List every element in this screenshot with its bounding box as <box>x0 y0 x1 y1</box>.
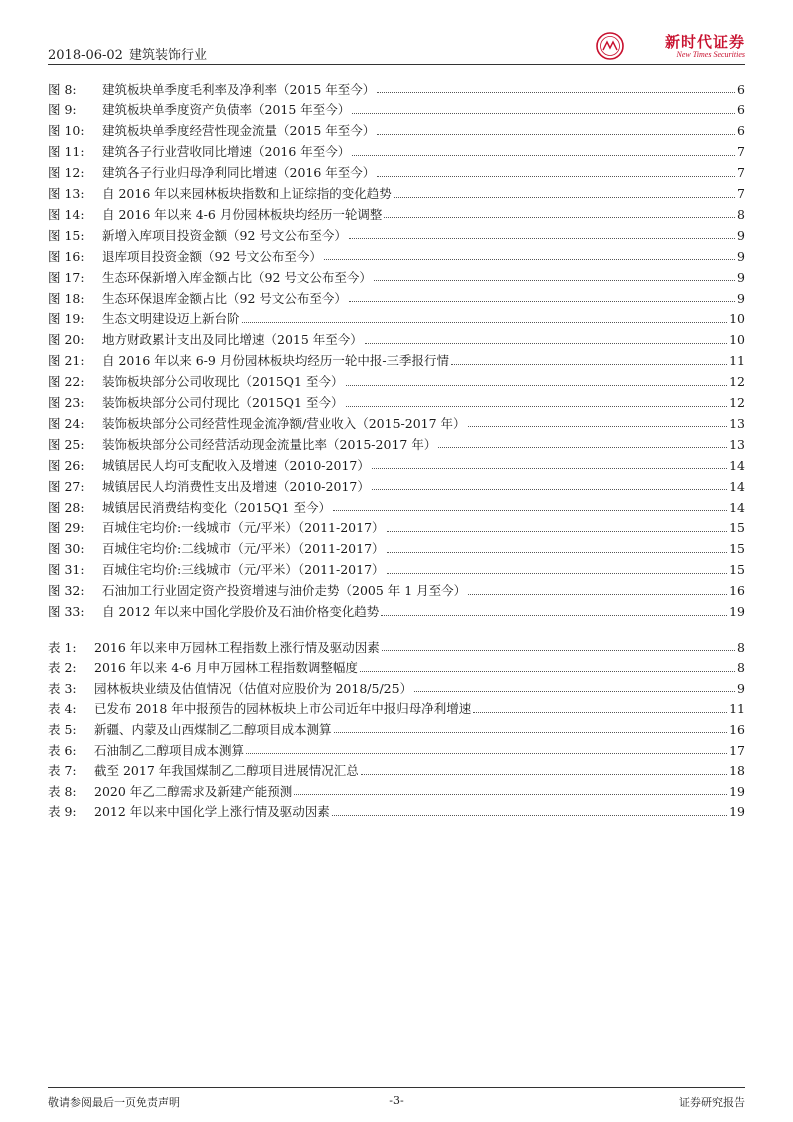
dot-leader <box>468 594 727 595</box>
entry-page-number: 10 <box>729 332 745 348</box>
entry-label: 图 9: <box>48 102 77 118</box>
entry-label: 图 10: <box>48 123 85 139</box>
figure-entry[interactable] <box>48 243 745 263</box>
entry-label: 图 23: <box>48 395 85 410</box>
entry-page-number: 19 <box>729 804 745 820</box>
figure-entry[interactable] <box>48 181 745 201</box>
dot-leader <box>346 385 728 386</box>
entry-label: 图 31: <box>48 562 85 578</box>
entry-label: 图 20: <box>48 332 85 348</box>
figure-entry[interactable] <box>48 390 745 410</box>
entry-title: 装饰板块部分公司付现比（2015Q1 至今） <box>102 395 344 410</box>
entry-title: 新增入库项目投资金额（92 号文公布至今） <box>102 227 347 243</box>
entry-label: 表 6: <box>48 742 77 758</box>
table-entry[interactable] <box>48 696 745 716</box>
entry-label: 表 2: <box>48 660 77 676</box>
dot-leader <box>438 447 727 448</box>
entry-title: 装饰板块部分公司经营活动现金流量比率（2015-2017 年） <box>102 436 437 452</box>
dot-leader <box>334 732 728 733</box>
entry-page-number: 9 <box>737 680 745 696</box>
dot-leader <box>352 113 735 114</box>
figure-entry[interactable] <box>48 515 745 535</box>
table-entry[interactable] <box>48 778 745 798</box>
table-entry[interactable] <box>48 675 745 695</box>
figure-entry[interactable] <box>48 327 745 347</box>
dot-leader <box>387 531 728 532</box>
entry-label: 图 29: <box>48 520 85 536</box>
entry-title: 装饰板块部分公司经营性现金流净额/营业收入（2015-2017 年） <box>102 415 466 431</box>
entry-label: 图 11: <box>48 144 85 160</box>
entry-label: 图 18: <box>48 290 85 306</box>
dot-leader <box>349 301 735 302</box>
entry-page-number: 7 <box>737 165 745 181</box>
entry-label: 表 4: <box>48 701 77 717</box>
figure-entry[interactable] <box>48 201 745 221</box>
entry-page-number: 14 <box>729 457 745 473</box>
entry-label: 图 33: <box>48 604 85 619</box>
entry-title: 自 2016 年以来 6-9 月份园林板块均经历一轮中报-三季报行情 <box>102 353 450 369</box>
dot-leader <box>346 406 728 407</box>
dot-leader <box>473 712 727 713</box>
entry-title: 城镇居民人均消费性支出及增速（2010-2017） <box>102 478 370 494</box>
entry-page-number: 11 <box>729 353 745 369</box>
entry-title: 生态环保新增入库金额占比（92 号文公布至今） <box>102 269 372 285</box>
entry-label: 图 27: <box>48 478 85 494</box>
entry-page-number: 14 <box>729 499 745 515</box>
header-rule <box>48 64 745 65</box>
entry-title: 城镇居民人均可支配收入及增速（2010-2017） <box>102 457 370 473</box>
dot-leader <box>332 815 727 816</box>
entry-label: 表 1: <box>48 639 77 655</box>
entry-page-number: 16 <box>729 721 745 737</box>
table-entry[interactable] <box>48 634 745 654</box>
dot-leader <box>360 671 735 672</box>
entry-page-number: 9 <box>737 290 745 306</box>
dot-leader <box>361 774 727 775</box>
figure-entry[interactable] <box>48 264 745 284</box>
entry-title: 建筑板块单季度经营性现金流量（2015 年至今） <box>102 123 376 139</box>
entry-title: 建筑板块单季度资产负债率（2015 年至今） <box>102 102 351 118</box>
entry-page-number: 9 <box>737 248 745 264</box>
table-entry[interactable] <box>48 716 745 736</box>
figure-entry[interactable] <box>48 536 745 556</box>
figure-entry[interactable] <box>48 76 745 96</box>
figure-entry[interactable] <box>48 494 745 514</box>
dot-leader <box>294 794 727 795</box>
industry-name: 建筑装饰行业 <box>128 48 207 63</box>
dot-leader <box>414 691 735 692</box>
entry-title: 建筑板块单季度毛利率及净利率（2015 年至今） <box>102 81 376 97</box>
entry-page-number: 15 <box>729 520 745 536</box>
entry-label: 表 8: <box>48 783 77 799</box>
entry-title: 生态环保退库金额占比（92 号文公布至今） <box>102 290 347 306</box>
entry-title: 建筑各子行业营收同比增速（2016 年至今） <box>102 144 351 160</box>
entry-page-number: 7 <box>737 186 745 201</box>
entry-page-number: 7 <box>737 144 745 160</box>
dot-leader <box>349 238 735 239</box>
figure-entry[interactable] <box>48 160 745 180</box>
dot-leader <box>372 468 727 469</box>
entry-title: 生态文明建设迈上新台阶 <box>102 311 240 327</box>
entry-page-number: 12 <box>729 395 745 410</box>
entry-page-number: 6 <box>737 102 745 118</box>
entry-label: 图 25: <box>48 436 85 452</box>
entry-label: 图 28: <box>48 499 85 515</box>
entry-page-number: 9 <box>737 227 745 243</box>
entry-title: 2012 年以来中国化学上涨行情及驱动因素 <box>94 804 330 820</box>
figure-entry[interactable] <box>48 139 745 159</box>
entry-label: 图 19: <box>48 311 85 327</box>
figure-entry[interactable] <box>48 285 745 305</box>
entry-label: 图 17: <box>48 269 85 285</box>
entry-page-number: 6 <box>737 81 745 97</box>
report-date: 2018-06-02 <box>48 48 123 63</box>
entry-page-number: 8 <box>737 639 745 655</box>
entry-page-number: 8 <box>737 206 745 222</box>
entry-title: 建筑各子行业归母净利同比增速（2016 年至今） <box>102 165 376 181</box>
figure-entry[interactable] <box>48 578 745 598</box>
entry-title: 城镇居民消费结构变化（2015Q1 至今） <box>102 499 331 515</box>
logo-chinese-name: 新时代证券 <box>664 33 745 51</box>
figure-entry[interactable] <box>48 348 745 368</box>
entry-title: 自 2012 年以来中国化学股价及石油价格变化趋势 <box>102 604 380 619</box>
entry-title: 园林板块业绩及估值情况（估值对应股价为 2018/5/25） <box>94 680 413 696</box>
entry-label: 图 16: <box>48 248 85 264</box>
entry-page-number: 11 <box>729 701 745 717</box>
entry-label: 图 12: <box>48 165 85 181</box>
entry-label: 图 8: <box>48 81 77 97</box>
report-type: 证券研究报告 <box>679 1096 745 1109</box>
dot-leader <box>381 615 727 616</box>
figure-entry[interactable] <box>48 97 745 117</box>
table-entry[interactable] <box>48 799 745 819</box>
figure-entry[interactable] <box>48 557 745 577</box>
entry-page-number: 8 <box>737 660 745 676</box>
entry-label: 图 21: <box>48 353 85 369</box>
entry-title: 石油制乙二醇项目成本测算 <box>94 742 245 758</box>
entry-page-number: 15 <box>729 541 745 557</box>
entry-page-number: 12 <box>729 374 745 390</box>
dot-leader <box>387 552 728 553</box>
entry-label: 图 24: <box>48 415 85 431</box>
entry-title: 新疆、内蒙及山西煤制乙二醇项目成本测算 <box>94 721 332 737</box>
entry-label: 图 32: <box>48 583 85 599</box>
entry-title: 2020 年乙二醇需求及新建产能预测 <box>94 783 293 799</box>
entry-label: 表 3: <box>48 680 77 696</box>
entry-page-number: 14 <box>729 478 745 494</box>
entry-title: 已发布 2018 年中报预告的园林板块上市公司近年中报归母净利增速 <box>94 701 472 717</box>
entry-page-number: 13 <box>729 436 745 452</box>
dot-leader <box>333 510 727 511</box>
entry-label: 表 7: <box>48 763 77 779</box>
entry-label: 图 26: <box>48 457 85 473</box>
entry-title: 2016 年以来申万园林工程指数上涨行情及驱动因素 <box>94 639 380 655</box>
dot-leader <box>451 364 727 365</box>
entry-page-number: 17 <box>729 742 745 758</box>
dot-leader <box>365 343 727 344</box>
entry-title: 百城住宅均价:三线城市（元/平米）（2011-2017） <box>102 562 385 578</box>
page-footer <box>48 1094 745 1110</box>
entry-title: 自 2016 年以来 4-6 月份园林板块均经历一轮调整 <box>102 206 383 222</box>
dot-leader <box>352 155 735 156</box>
entry-title: 百城住宅均价:一线城市（元/平米）（2011-2017） <box>102 520 385 536</box>
table-entry[interactable] <box>48 737 745 757</box>
entry-label: 图 14: <box>48 206 85 222</box>
entry-page-number: 6 <box>737 123 745 139</box>
figure-entry[interactable] <box>48 599 745 619</box>
entry-label: 图 15: <box>48 227 85 243</box>
entry-page-number: 18 <box>729 763 745 779</box>
entry-title: 地方财政累计支出及同比增速（2015 年至今） <box>102 332 363 348</box>
disclaimer-note: 敬请参阅最后一页免责声明 <box>48 1096 180 1109</box>
dot-leader <box>246 753 727 754</box>
dot-leader <box>387 573 728 574</box>
dot-leader <box>377 92 735 93</box>
dot-leader <box>374 280 735 281</box>
figure-entry[interactable] <box>48 118 745 138</box>
page-number: -3- <box>389 1094 404 1107</box>
figure-entry[interactable] <box>48 452 745 472</box>
entry-page-number: 16 <box>729 583 745 599</box>
figure-entry[interactable] <box>48 410 745 430</box>
new-times-badge-icon <box>595 31 625 61</box>
entry-page-number: 19 <box>729 604 745 619</box>
logo-english-name: New Times Securities <box>676 50 745 59</box>
entry-title: 2016 年以来 4-6 月申万园林工程指数调整幅度 <box>94 660 358 676</box>
dot-leader <box>324 259 735 260</box>
entry-title: 百城住宅均价:二线城市（元/平米）（2011-2017） <box>102 541 385 557</box>
figure-entry[interactable] <box>48 473 745 493</box>
figure-entry[interactable] <box>48 222 745 242</box>
header-info <box>48 44 207 63</box>
entry-label: 表 9: <box>48 804 77 820</box>
dot-leader <box>468 426 728 427</box>
dot-leader <box>384 217 735 218</box>
entry-title: 自 2016 年以来园林板块指数和上证综指的变化趋势 <box>102 186 392 201</box>
dot-leader <box>372 489 727 490</box>
entry-page-number: 13 <box>729 415 745 431</box>
dot-leader <box>394 197 735 198</box>
entry-label: 图 30: <box>48 541 85 557</box>
page-header <box>48 30 745 64</box>
figure-entry[interactable] <box>48 306 745 326</box>
entry-title: 石油加工行业固定资产投资增速与油价走势（2005 年 1 月至今） <box>102 583 467 599</box>
entry-label: 表 5: <box>48 721 77 737</box>
table-entry[interactable] <box>48 655 745 675</box>
dot-leader <box>382 650 735 651</box>
footer-rule <box>48 1087 745 1088</box>
entry-page-number: 15 <box>729 562 745 578</box>
entry-page-number: 10 <box>729 311 745 327</box>
figure-entry[interactable] <box>48 369 745 389</box>
entry-page-number: 19 <box>729 783 745 799</box>
entry-page-number: 9 <box>737 269 745 285</box>
entry-title: 装饰板块部分公司收现比（2015Q1 至今） <box>102 374 344 390</box>
entry-title: 截至 2017 年我国煤制乙二醇项目进展情况汇总 <box>94 763 359 779</box>
figure-entry[interactable] <box>48 431 745 451</box>
entry-label: 图 22: <box>48 374 85 390</box>
entry-title: 退库项目投资金额（92 号文公布至今） <box>102 248 322 264</box>
entry-label: 图 13: <box>48 186 85 201</box>
dot-leader <box>377 176 735 177</box>
dot-leader <box>377 134 735 135</box>
table-entry[interactable] <box>48 758 745 778</box>
dot-leader <box>242 322 728 323</box>
